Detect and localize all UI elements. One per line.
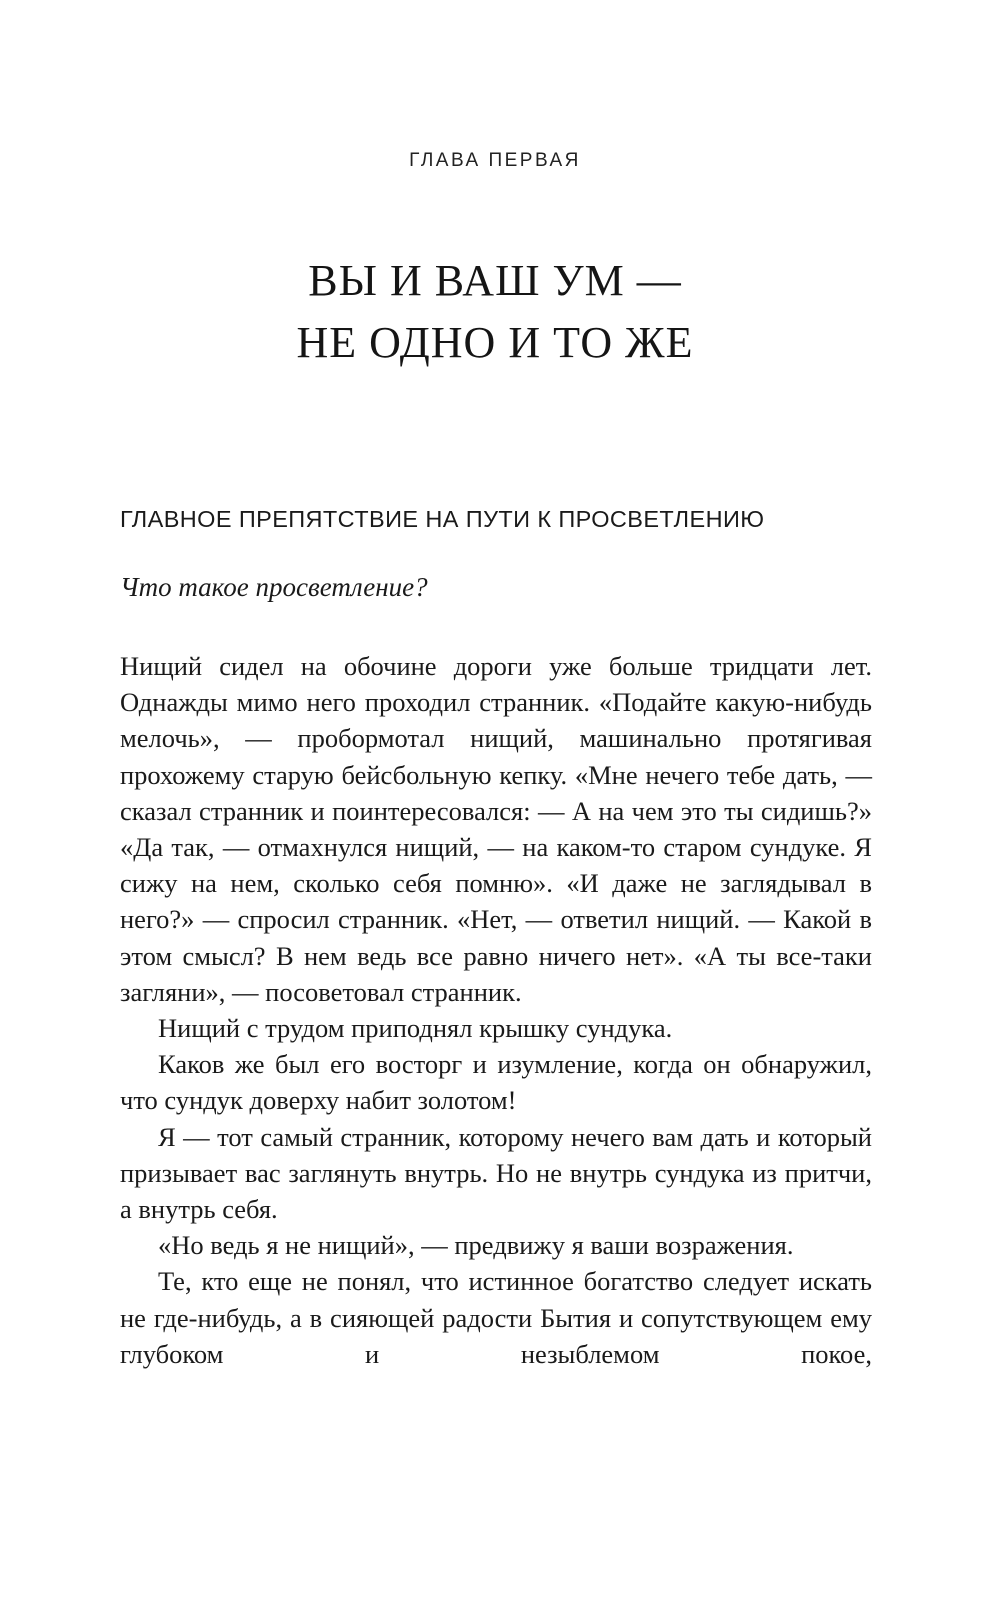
paragraph-4: Я — тот самый странник, которому нечего вам дать и который призывает вас заглянуть внутрь. Но не внутрь сундука из притчи, а внутрь себя.: [120, 1121, 872, 1225]
paragraph-3: Каков же был его восторг и изумление, когда он обнаружил, что сундук доверху набит золотом!: [120, 1049, 872, 1116]
chapter-title: [0, 250, 990, 374]
paragraph-6: Те, кто еще не понял, что истинное богатство следует искать не где-нибудь, а в сияющей радости Бытия и сопутствующем ему глубоком и незыблемом покое,: [120, 1266, 872, 1369]
body-text: [120, 648, 872, 1372]
chapter-title-line-2: НЕ ОДНО И ТО ЖЕ: [296, 318, 694, 367]
chapter-label: ГЛАВА ПЕРВАЯ: [409, 150, 581, 171]
paragraph-5: «Но ведь я не нищий», — предвижу я ваши возражения.: [158, 1230, 794, 1261]
section-heading: ГЛАВНОЕ ПРЕПЯТСТВИЕ НА ПУТИ К ПРОСВЕТЛЕНИЮ: [120, 506, 765, 532]
section-question: Что такое просветление?: [120, 572, 428, 602]
paragraph-2: Нищий с трудом приподнял крышку сундука.: [158, 1013, 673, 1044]
chapter-title-line-1: ВЫ И ВАШ УМ —: [308, 256, 682, 305]
paragraph-1: Нищий сидел на обочине дороги уже больше тридцати лет. Однажды мимо него проходил странник. «Подайте какую-нибудь мелочь», — пробормотал нищий, машинально протягивая прохожему старую бейсбольную кепку. «Мне нечего тебе дать, — сказал странник и поинтересовался: — А на чем это ты сидишь?» «Да так, — отмахнулся нищий, — на каком-то старом сундуке. Я сижу на нем, сколько себя помню». «И даже не заглядывал в него?» — спросил странник. «Нет, — ответил нищий. — Какой в этом смысл? В нем ведь все равно ничего нет». «А ты все-таки загляни», — посоветовал странник.: [120, 651, 872, 1007]
